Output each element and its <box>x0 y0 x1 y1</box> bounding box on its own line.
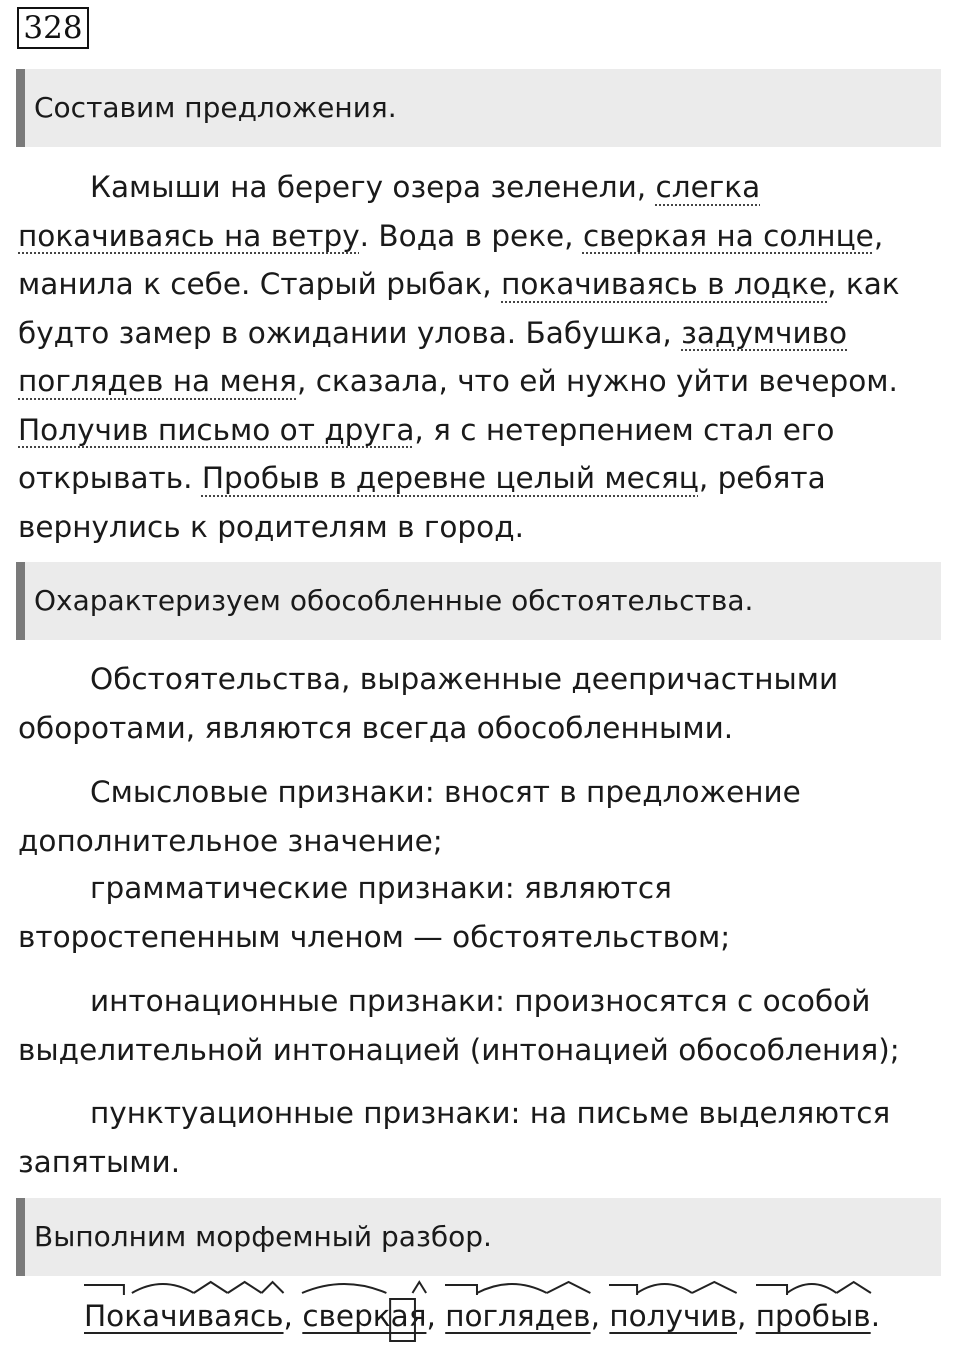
morpheme-mark <box>637 1284 692 1293</box>
morpheme-analysis <box>84 1297 880 1345</box>
characteristic-paragraph: пунктуационные признаки: на письме выделяются запятыми. <box>18 1096 891 1179</box>
morpheme-mark <box>194 1282 228 1293</box>
morpheme-mark <box>836 1282 870 1293</box>
morpheme-mark <box>132 1284 194 1293</box>
morpheme-mark <box>756 1285 787 1295</box>
characteristic-paragraph: интонационные признаки: произносятся с особой выделительной интонацией (интонацией обособления); <box>18 984 900 1067</box>
morpheme-separator: , <box>590 1299 610 1333</box>
sentence-text: , манила к себе. Старый рыбак, <box>18 218 884 301</box>
participle-phrase: слегка покачиваясь на ветру <box>18 170 761 253</box>
section-heading-compose: Составим предложения. <box>16 69 941 147</box>
sentence-text: , сказала, что ей нужно уйти вечером. <box>296 364 898 398</box>
morpheme-word <box>84 1297 284 1335</box>
morpheme-marks <box>84 1277 284 1299</box>
morpheme-separator: . <box>870 1299 881 1333</box>
sentence-text: , как будто замер в ожидании улова. Бабушка, <box>18 267 900 350</box>
morpheme-marks <box>302 1277 426 1299</box>
morpheme-word <box>609 1297 737 1335</box>
morpheme-word <box>445 1297 590 1335</box>
participle-phrase: задумчиво поглядев на меня <box>18 315 848 398</box>
morpheme-mark <box>262 1282 284 1293</box>
sentence-text: . Вода в реке, <box>359 218 583 253</box>
morpheme-mark <box>547 1282 591 1293</box>
sentence-text: Камыши на берегу озера зеленели, <box>90 170 656 204</box>
morpheme-mark <box>413 1282 427 1293</box>
morpheme-mark <box>609 1285 637 1295</box>
sentences-paragraph <box>18 163 943 551</box>
morpheme-word <box>756 1297 871 1335</box>
morpheme-mark <box>445 1285 477 1295</box>
morpheme-mark <box>787 1284 836 1293</box>
morpheme-mark <box>302 1284 386 1293</box>
morpheme-marks <box>609 1277 737 1299</box>
sentence-text: , ребята вернулись к родителям в город. <box>18 461 826 544</box>
sentence-text: , я с нетерпением стал его открывать. <box>18 412 835 495</box>
morpheme-word-text: получив <box>609 1299 737 1333</box>
morpheme-word <box>302 1297 426 1335</box>
morpheme-word-text: пробыв <box>755 1299 871 1333</box>
morpheme-word-text: поглядев <box>445 1299 591 1333</box>
morpheme-mark <box>228 1282 262 1293</box>
section-heading-morpheme: Выполним морфемный разбор. <box>16 1198 941 1276</box>
morpheme-marks <box>445 1277 590 1299</box>
morpheme-separator: , <box>736 1299 756 1333</box>
morpheme-word-text: Покачиваясь <box>84 1299 284 1333</box>
participle-phrase: покачиваясь в лодке <box>501 267 828 301</box>
task-number: 328 <box>17 7 89 49</box>
participle-phrase: Получив письмо от друга <box>18 412 415 447</box>
participle-phrase: Пробыв в деревне целый месяц <box>201 461 699 495</box>
morpheme-mark <box>692 1282 737 1293</box>
characteristic-paragraph: Обстоятельства, выраженные деепричастными оборотами, являются всегда обособленными. <box>18 662 839 745</box>
morpheme-marks <box>756 1277 871 1299</box>
morpheme-separator: , <box>426 1299 446 1333</box>
morpheme-mark <box>84 1285 124 1295</box>
morpheme-separator: , <box>283 1299 303 1333</box>
characteristic-paragraph: грамматические признаки: являются второстепенным членом — обстоятельством; <box>18 871 731 954</box>
characteristic-paragraph: Смысловые признаки: вносят в предложение дополнительное значение; <box>18 775 801 858</box>
morpheme-word-text: сверкая <box>302 1299 427 1333</box>
participle-phrase: сверкая на солнце <box>582 218 874 253</box>
section-heading-characterize: Охарактеризуем обособленные обстоятельства. <box>16 562 941 640</box>
morpheme-mark <box>477 1284 547 1293</box>
